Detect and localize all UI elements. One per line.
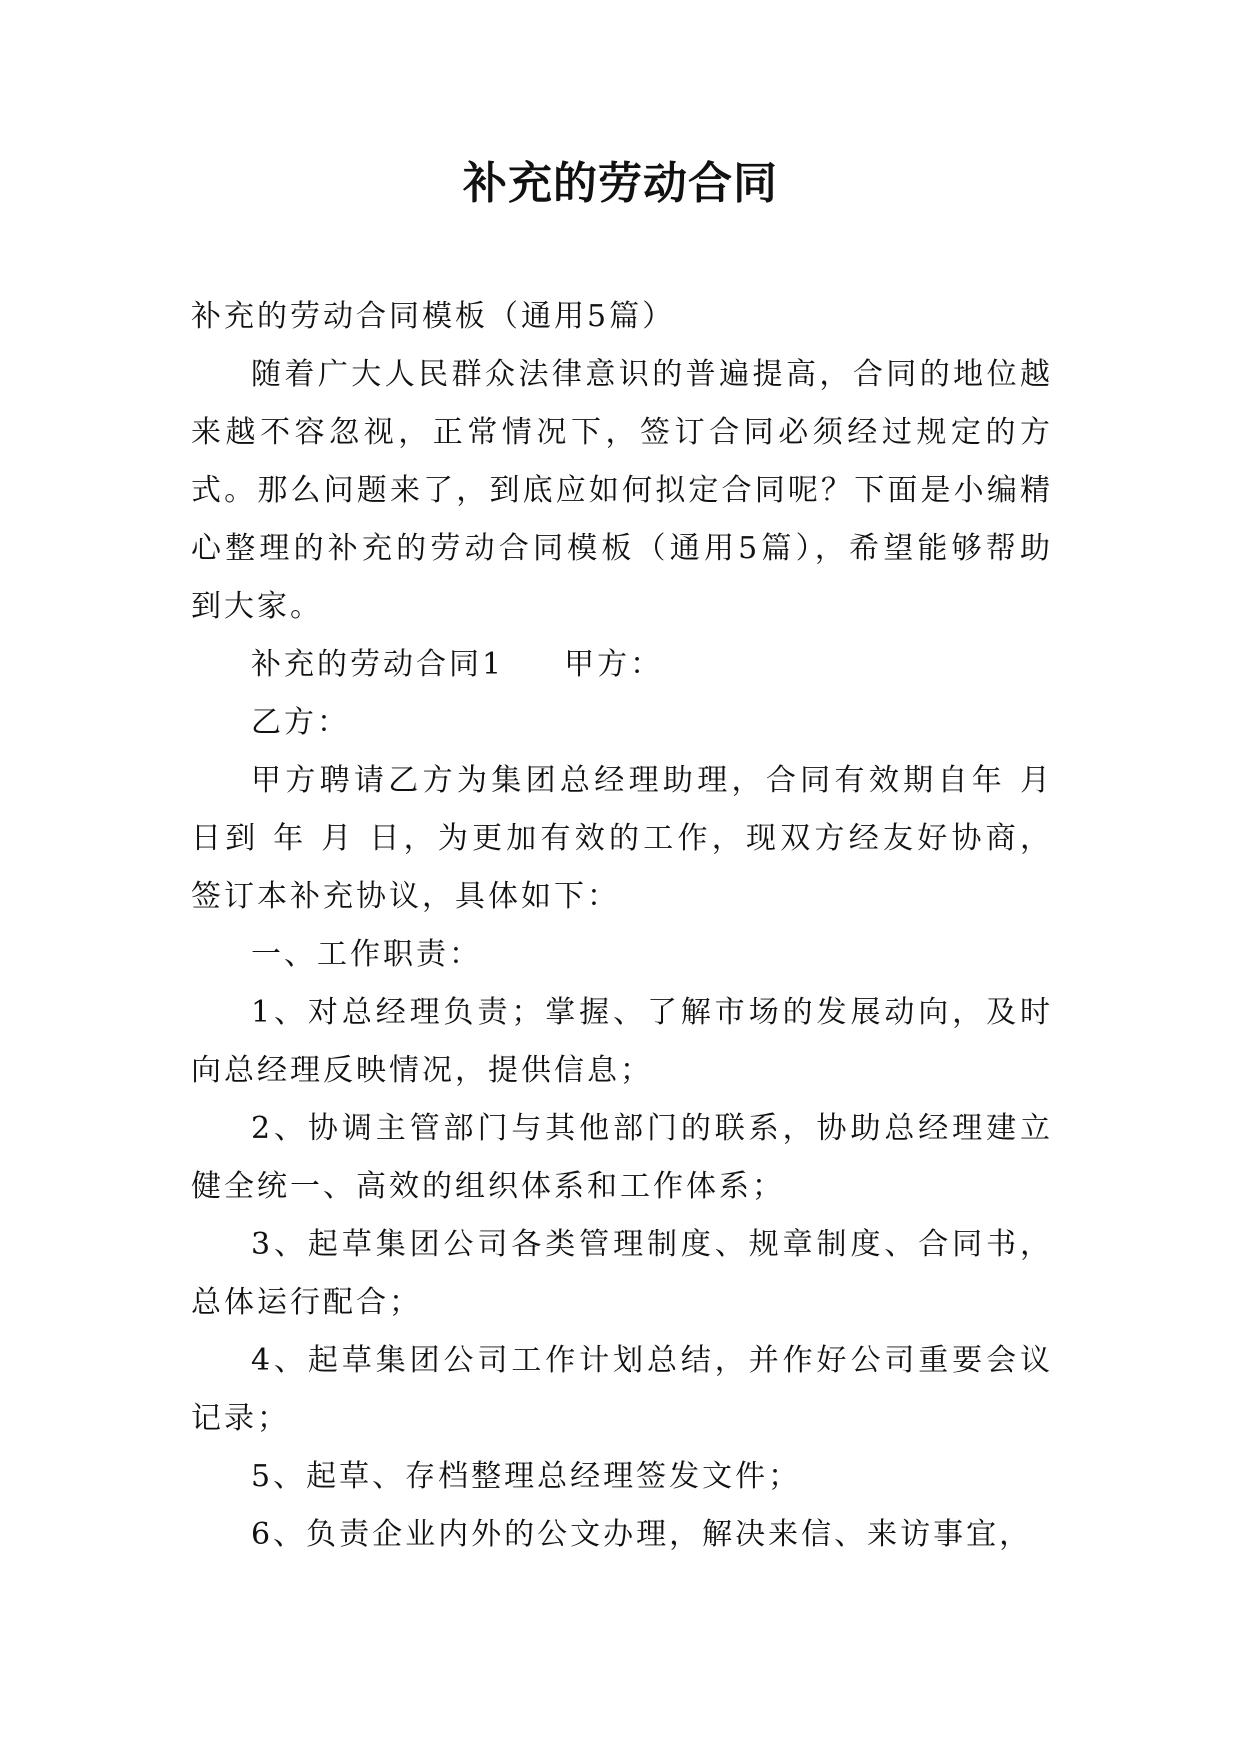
document-subtitle: 补充的劳动合同模板（通用5篇）	[191, 299, 676, 334]
section-heading: 补充的劳动合同1	[251, 647, 505, 682]
agreement-paragraph: 甲方聘请乙方为集团总经理助理，合同有效期自年 月日到 年 月 日，为更加有效的工作，现双方经友好协商，签订本补充协议，具体如下：	[191, 763, 1053, 914]
duty-item: 5、起草、存档整理总经理签发文件；	[251, 1459, 802, 1494]
duties-heading: 一、工作职责：	[251, 937, 482, 972]
duty-item: 1、对总经理负责；掌握、了解市场的发展动向，及时向总经理反映情况，提供信息；	[191, 995, 1053, 1088]
duty-item: 4、起草集团公司工作计划总结，并作好公司重要会议记录；	[191, 1343, 1053, 1436]
section-heading-line	[191, 636, 1053, 694]
duty-item: 3、起草集团公司各类管理制度、规章制度、合同书，总体运行配合；	[191, 1227, 1053, 1320]
party-b-label: 乙方：	[251, 705, 350, 740]
duty-item: 6、负责企业内外的公文办理，解决来信、来访事宜，	[251, 1517, 1033, 1552]
document-title: 补充的劳动合同	[463, 158, 778, 209]
party-a-label: 甲方：	[564, 647, 664, 682]
intro-paragraph: 随着广大人民群众法律意识的普遍提高，合同的地位越来越不容忽视，正常情况下，签订合同必须经过规定的方式。那么问题来了，到底应如何拟定合同呢？下面是小编精心整理的补充的劳动合同模板（通用5篇），希望能够帮助到大家。	[191, 357, 1053, 624]
duty-item: 2、协调主管部门与其他部门的联系，协助总经理建立健全统一、高效的组织体系和工作体系；	[191, 1111, 1053, 1204]
document-body	[191, 288, 1053, 1564]
